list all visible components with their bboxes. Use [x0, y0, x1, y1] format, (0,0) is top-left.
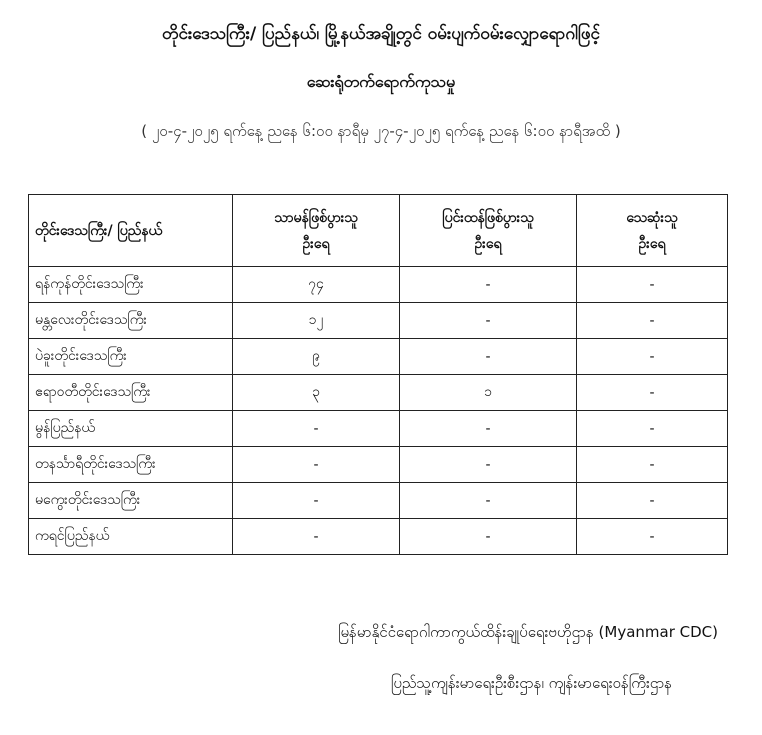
cell-ordinary: - [233, 411, 400, 447]
cell-region: ကရင်ပြည်နယ် [29, 519, 233, 555]
cell-deaths: - [577, 267, 728, 303]
cell-region: မွန်ပြည်နယ် [29, 411, 233, 447]
cell-severe: - [400, 339, 577, 375]
cell-region: မန္တလေးတိုင်းဒေသကြီး [29, 303, 233, 339]
cell-ordinary: - [233, 519, 400, 555]
header-ordinary-cases [233, 195, 400, 267]
cell-severe: - [400, 411, 577, 447]
cell-deaths: - [577, 375, 728, 411]
header-severe-cases [400, 195, 577, 267]
issuing-department: ပြည်သူ့ကျန်းမာရေးဦးစီးဌာန၊ ကျန်းမာရေးဝန်ကြီးဌာန [390, 674, 672, 692]
table-header-row [29, 195, 728, 267]
date-range-subtitle: ( ၂၀-၄-၂၀၂၅ ရက်နေ့ ညနေ ၆:၀၀ နာရီမှ ၂၇-၄-၂၀၂၅ ရက်နေ့ ညနေ ၆:၀၀ နာရီအထိ ) [141, 122, 621, 140]
cell-deaths: - [577, 339, 728, 375]
header-deaths [577, 195, 728, 267]
header-ordinary-count-label: ဦးရေ [302, 235, 330, 252]
table-row [29, 339, 728, 375]
cell-ordinary: ၉ [233, 339, 400, 375]
header-severe-count-label: ဦးရေ [474, 235, 502, 252]
header-deaths-label: သေဆုံးသူ [626, 209, 678, 226]
table-row [29, 411, 728, 447]
cell-deaths: - [577, 447, 728, 483]
cell-deaths: - [577, 411, 728, 447]
cell-severe: - [400, 483, 577, 519]
table-row [29, 519, 728, 555]
cell-severe: - [400, 447, 577, 483]
cell-region: တနင်္သာရီတိုင်းဒေသကြီး [29, 447, 233, 483]
document-title-line2: ဆေးရုံတက်ရောက်ကုသမှု [306, 72, 456, 91]
cell-deaths: - [577, 519, 728, 555]
cell-ordinary: ၇၄ [233, 267, 400, 303]
cell-region: ပဲခူးတိုင်းဒေသကြီး [29, 339, 233, 375]
table-row [29, 375, 728, 411]
document-title: တိုင်းဒေသကြီး/ ပြည်နယ်၊ မြို့နယ်အချို့တွင် ဝမ်းပျက်ဝမ်းလျှောရောဂါဖြင့် [162, 24, 600, 44]
cell-ordinary: ၁၂ [233, 303, 400, 339]
table-row [29, 447, 728, 483]
cell-ordinary: ၃ [233, 375, 400, 411]
cell-deaths: - [577, 303, 728, 339]
header-ordinary-label: သာမန်ဖြစ်ပွားသူ [274, 209, 358, 226]
cell-ordinary: - [233, 447, 400, 483]
cell-region: ရန်ကုန်တိုင်းဒေသကြီး [29, 267, 233, 303]
table-row [29, 483, 728, 519]
cell-deaths: - [577, 483, 728, 519]
cell-severe: - [400, 303, 577, 339]
cell-region: မကွေးတိုင်းဒေသကြီး [29, 483, 233, 519]
header-severe-label: ပြင်းထန်ဖြစ်ပွားသူ [442, 209, 534, 226]
header-region: တိုင်းဒေသကြီး/ ပြည်နယ် [29, 195, 233, 267]
issuing-agency: မြန်မာနိုင်ငံရောဂါကာကွယ်ထိန်းချုပ်ရေးဗဟိုဌာန (Myanmar CDC) [337, 623, 718, 641]
case-statistics-table [28, 194, 728, 555]
cell-ordinary: - [233, 483, 400, 519]
cell-severe: - [400, 267, 577, 303]
table-row [29, 303, 728, 339]
cell-severe: ၁ [400, 375, 577, 411]
table-row [29, 267, 728, 303]
cell-region: ဧရာဝတီတိုင်းဒေသကြီး [29, 375, 233, 411]
cell-severe: - [400, 519, 577, 555]
header-deaths-count-label: ဦးရေ [638, 235, 666, 252]
